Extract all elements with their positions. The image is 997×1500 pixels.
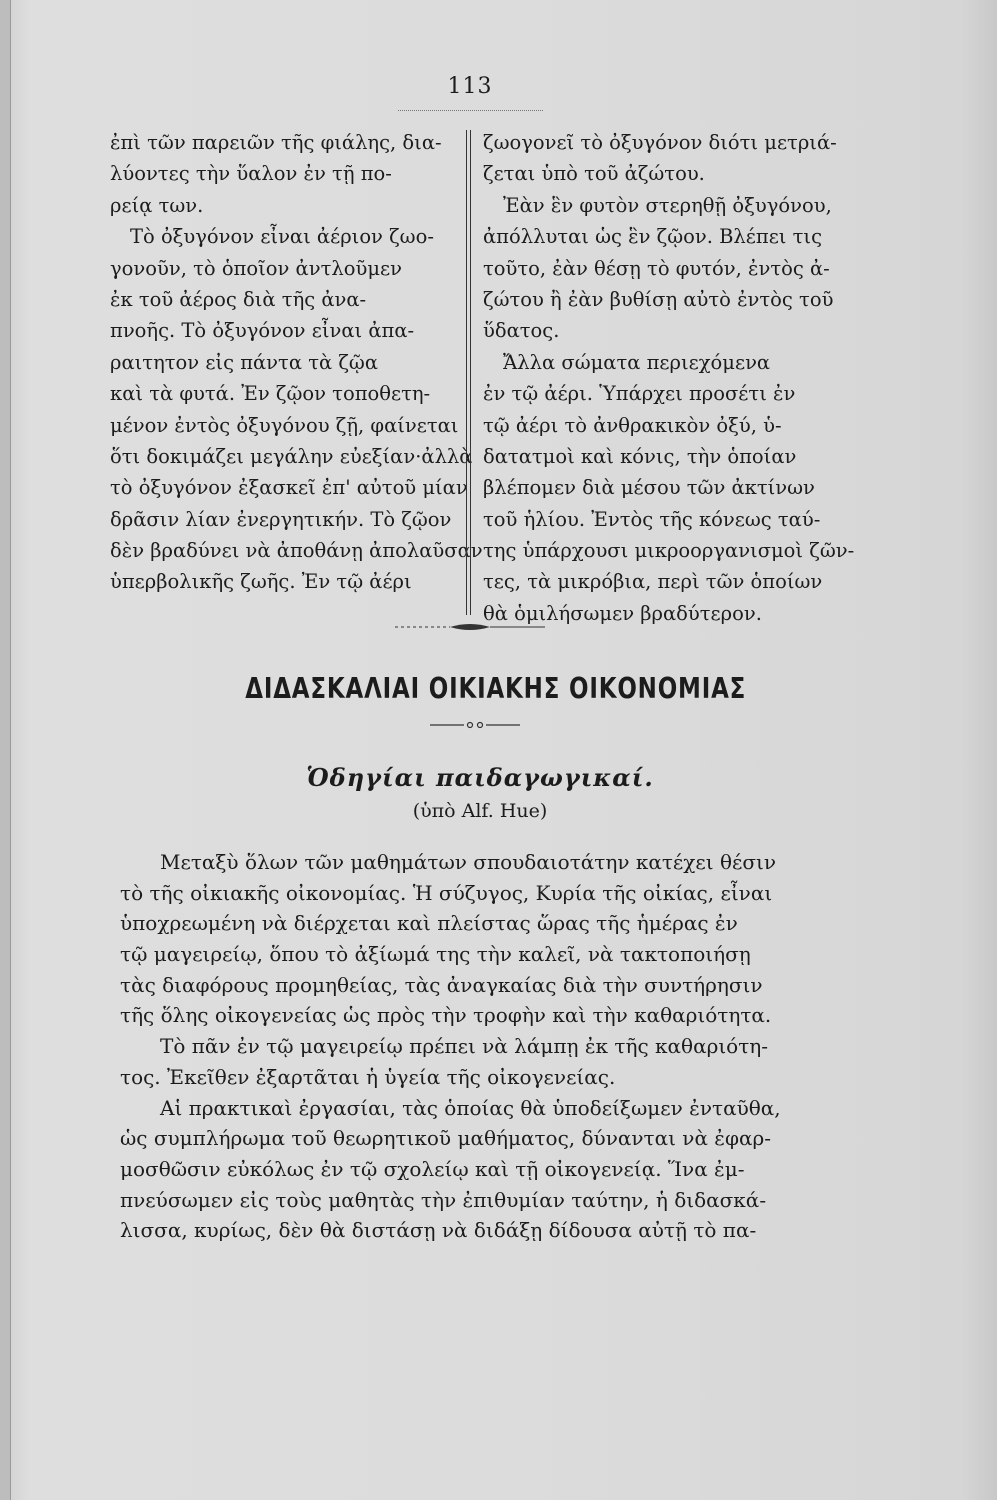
text-line: λισσα, κυρίως, δὲν θὰ διστάσῃ νὰ διδάξῃ δίδουσα αὐτῇ τὸ πα- xyxy=(120,1218,757,1243)
article-subtitle: Ὁδηγίαι παιδαγωγικαί. xyxy=(306,763,654,792)
text-line: ραιτητον εἰς πάντα τὰ ζῷα xyxy=(110,350,378,374)
text-line: τοῦτο, ἐὰν θέσῃ τὸ φυτόν, ἐντὸς ἀ- xyxy=(483,256,830,280)
text-line: ὑπερβολικῆς ζωῆς. Ἐν τῷ ἀέρι xyxy=(110,570,412,594)
text-line: Ἄλλα σώματα περιεχόμενα xyxy=(503,350,771,374)
text-line: δατατμοὶ καὶ κόνις, τὴν ὁποίαν xyxy=(483,444,797,468)
text-line: τῷ μαγειρείῳ, ὅπου τὸ ἀξίωμά της τὴν καλεῖ, νὰ τακτοποιήσῃ xyxy=(120,942,751,967)
text-line: γονοῦν, τὸ ὁποῖον ἀντλοῦμεν xyxy=(110,256,402,280)
text-line: ὕδατος. xyxy=(483,319,560,343)
text-line: μένον ἐντὸς ὀξυγόνου ζῇ, φαίνεται xyxy=(110,413,459,437)
text-line: ὅτι δοκιμάζει μεγάλην εὐεξίαν·ἀλλὰ xyxy=(110,444,473,468)
text-line: θὰ ὁμιλήσωμεν βραδύτερον. xyxy=(483,601,762,625)
ornament-divider xyxy=(395,620,545,634)
text-line: της ὑπάρχουσι μικροοργανισμοὶ ζῶν- xyxy=(483,539,855,563)
text-line: τος. Ἐκεῖθεν ἐξαρτᾶται ἡ ὑγεία τῆς οἰκογενείας. xyxy=(120,1064,616,1089)
text-line: βλέπομεν διὰ μέσου τῶν ἀκτίνων xyxy=(483,476,815,500)
text-line: ἐν τῷ ἀέρι. Ὑπάρχει προσέτι ἐν xyxy=(483,382,796,406)
text-line: τῆς ὅλης οἰκογενείας ὡς πρὸς τὴν τροφὴν καὶ τὴν καθαριότητα. xyxy=(120,1003,772,1028)
text-line: Αἱ πρακτικαὶ ἐργασίαι, τὰς ὁποίας θὰ ὑποδείξωμεν ἐνταῦθα, xyxy=(160,1095,781,1120)
page-edge xyxy=(0,0,11,1500)
text-line: τὸ τῆς οἰκιακῆς οἰκονομίας. Ἡ σύζυγος, Κυρία τῆς οἰκίας, εἶναι xyxy=(120,880,773,905)
right-column xyxy=(483,127,855,629)
text-line: ἀπόλλυται ὡς ἓν ζῷον. Βλέπει τις xyxy=(483,225,823,249)
text-line: μοσθῶσιν εὐκόλως ἐν τῷ σχολείῳ καὶ τῇ οἰκογενείᾳ. Ἵνα ἐμ- xyxy=(120,1156,745,1181)
text-line: Τὸ ὀξυγόνον εἶναι ἀέριον ζωο- xyxy=(130,225,434,249)
text-line: τῷ ἀέρι τὸ ἀνθρακικὸν ὀξύ, ὑ- xyxy=(483,413,782,437)
page-number-rule xyxy=(398,110,543,111)
text-line: ζεται ὑπὸ τοῦ ἀζώτου. xyxy=(483,162,705,186)
text-line: Ἐὰν ἓν φυτὸν στερηθῇ ὀξυγόνου, xyxy=(503,193,832,217)
column-divider xyxy=(466,130,467,615)
text-line: πνεύσωμεν εἰς τοὺς μαθητὰς τὴν ἐπιθυμίαν ταύτην, ἡ διδασκά- xyxy=(120,1187,767,1212)
text-line: ὡς συμπλήρωμα τοῦ θεωρητικοῦ μαθήματος, δύνανται νὰ ἐφαρ- xyxy=(120,1126,772,1151)
left-column xyxy=(110,127,483,598)
text-line: ζώτου ἢ ἐὰν βυθίσῃ αὐτὸ ἐντὸς τοῦ xyxy=(483,287,834,311)
text-line: δὲν βραδύνει νὰ ἀποθάνῃ ἀπολαῦσαν xyxy=(110,539,483,563)
text-line: Μεταξὺ ὅλων τῶν μαθημάτων σπουδαιοτάτην κατέχει θέσιν xyxy=(160,850,777,874)
text-line: ρείᾳ των. xyxy=(110,193,204,217)
text-line: καὶ τὰ φυτά. Ἐν ζῷον τοποθετη- xyxy=(110,382,431,406)
text-line: τες, τὰ μικρόβια, περὶ τῶν ὁποίων xyxy=(483,570,823,594)
page-number: 113 xyxy=(447,74,493,99)
heading-ornament xyxy=(430,718,520,732)
text-line: ὑποχρεωμένη νὰ διέρχεται καὶ πλείστας ὥρας τῆς ἡμέρας ἐν xyxy=(120,911,738,936)
text-line: τὰς διαφόρους προμηθείας, τὰς ἀναγκαίας διὰ τὴν συντήρησιν xyxy=(120,972,763,997)
article-byline: (ὑπὸ Alf. Hue) xyxy=(412,800,548,822)
text-line: πνοῆς. Τὸ ὀξυγόνον εἶναι ἀπα- xyxy=(110,319,415,343)
text-line: λύοντες τὴν ὕαλον ἐν τῇ πο- xyxy=(110,162,392,186)
text-line: ἐκ τοῦ ἀέρος διὰ τῆς ἀνα- xyxy=(110,287,367,311)
text-line: ζωογονεῖ τὸ ὀξυγόνον διότι μετριά- xyxy=(483,131,837,154)
text-line: ἐπὶ τῶν παρειῶν τῆς φιάλης, δια- xyxy=(110,131,442,154)
text-line: Τὸ πᾶν ἐν τῷ μαγειρείῳ πρέπει νὰ λάμπῃ ἐκ τῆς καθαριότη- xyxy=(160,1034,769,1059)
section-heading: ΔΙΔΑΣΚΑΛΙΑΙ ΟΙΚΙΑΚΗΣ ΟΙΚΟΝΟΜΙΑΣ xyxy=(245,672,747,705)
column-divider xyxy=(470,130,471,615)
article-body xyxy=(120,847,840,1246)
text-line: δρᾶσιν λίαν ἐνεργητικήν. Τὸ ζῷον xyxy=(110,507,452,531)
text-line: τὸ ὀξυγόνον ἐξασκεῖ ἐπ' αὐτοῦ μίαν xyxy=(110,476,468,500)
text-line: τοῦ ἡλίου. Ἐντὸς τῆς κόνεως ταύ- xyxy=(483,507,821,531)
